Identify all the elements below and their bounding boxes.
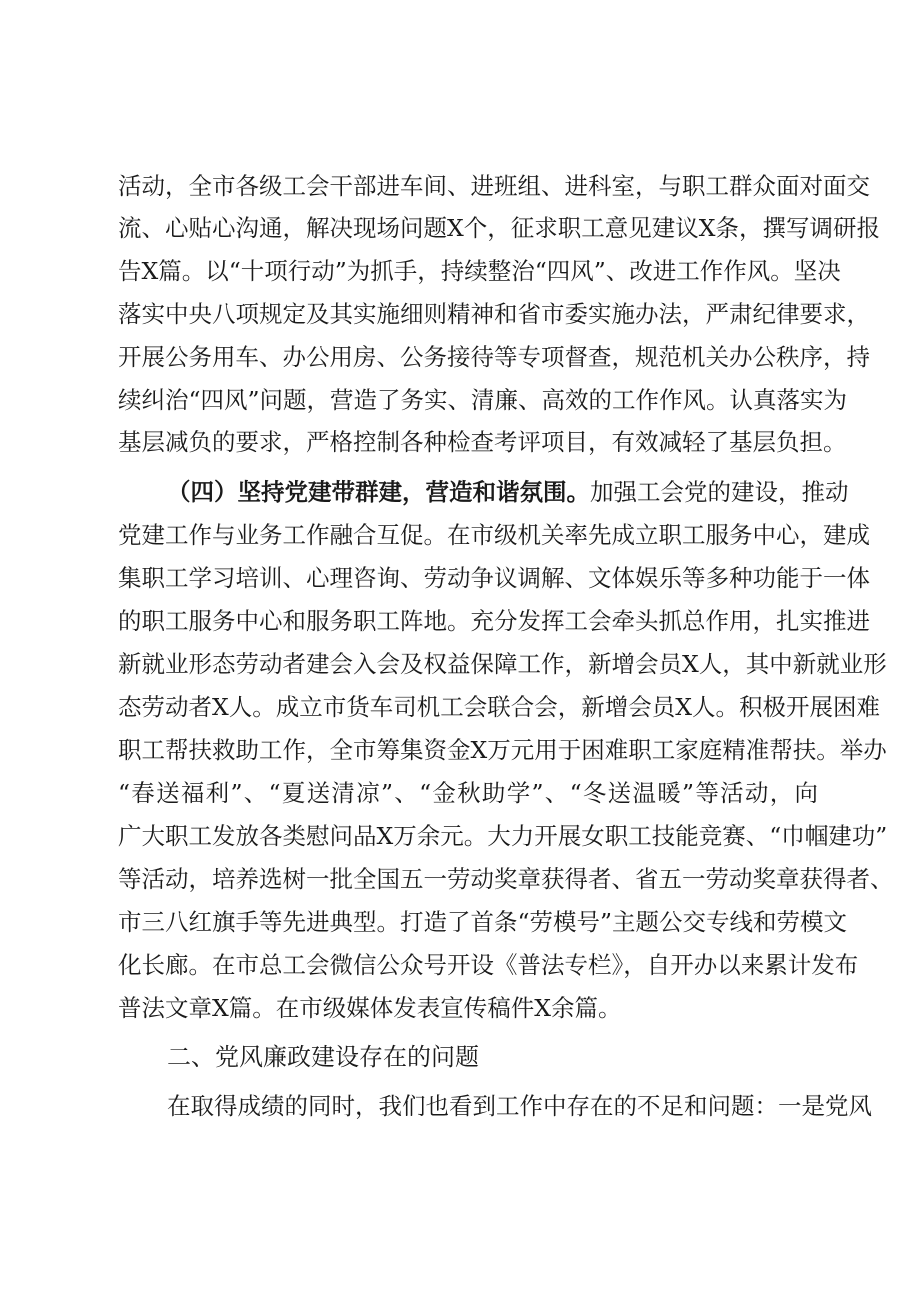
paragraph-2-line-3: 集职工学习培训、心理咨询、劳动争议调解、文体娱乐等多种功能于一体: [118, 564, 870, 592]
paragraph-2-line-4: 的职工服务中心和服务职工阵地。充分发挥工会牵头抓总作用，扎实推进: [118, 607, 870, 635]
paragraph-2-line-7: 职工帮扶救助工作，全市筹集资金X万元用于困难职工家庭精准帮扶。举办: [118, 736, 887, 764]
paragraph-1-line-1: 活动，全市各级工会干部进车间、进班组、进科室，与职工群众面对面交: [118, 172, 870, 200]
paragraph-3-line-1: 在取得成绩的同时，我们也看到工作中存在的不足和问题：一是党风: [167, 1092, 872, 1120]
paragraph-2-line-9: 广大职工发放各类慰问品X万余元。大力开展女职工技能竞赛、“巾帼建功”: [118, 822, 888, 850]
paragraph-2-line-12: 化长廊。在市总工会微信公众号开设《普法专栏》，自开办以来累计发布: [118, 951, 859, 979]
paragraph-1-line-7: 基层减负的要求，严格控制各种检查考评项目，有效减轻了基层负担。: [118, 428, 847, 456]
paragraph-2-line-11: 市三八红旗手等先进典型。打造了首条“劳模号”主题公交专线和劳模文: [118, 908, 848, 936]
paragraph-2-line-13: 普法文章X篇。在市级媒体发表宣传稿件X余篇。: [118, 994, 622, 1022]
paragraph-1-line-4: 落实中央八项规定及其实施细则精神和省市委实施办法，严肃纪律要求，: [118, 300, 870, 328]
section-heading: 二、党风廉政建设存在的问题: [167, 1043, 479, 1071]
paragraph-2-line-6: 态劳动者X人。成立市货车司机工会联合会，新增会员X人。积极开展困难: [118, 693, 880, 721]
paragraph-1-line-3: 告X篇。以“十项行动”为抓手，持续整治“四风”、改进工作作风。坚决: [118, 257, 841, 285]
paragraph-2-line-5: 新就业形态劳动者建会入会及权益保障工作，新增会员X人，其中新就业形: [118, 650, 887, 678]
paragraph-2-line-8: “春送福利”、“夏送清凉”、“金秋助学”、“冬送温暖”等活动，向: [118, 779, 818, 807]
paragraph-2-first-line-rest: 加强工会党的建设，推动: [590, 478, 849, 506]
paragraph-1-line-2: 流、心贴心沟通，解决现场问题X个，征求职工意见建议X条，撰写调研报: [118, 214, 880, 242]
paragraph-1-line-6: 续纠治“四风”问题，营造了务实、清廉、高效的工作作风。认真落实为: [118, 386, 848, 414]
paragraph-2-title: （四）坚持党建带群建，营造和谐氛围。: [167, 478, 590, 506]
paragraph-2-line-10: 等活动，培养选树一批全国五一劳动奖章获得者、省五一劳动奖章获得者、: [118, 865, 894, 893]
paragraph-2-line-1: [167, 477, 849, 507]
paragraph-1-line-5: 开展公务用车、办公用房、公务接待等专项督查，规范机关办公秩序，持: [118, 343, 870, 371]
paragraph-2-line-2: 党建工作与业务工作融合互促。在市级机关率先成立职工服务中心，建成: [118, 521, 870, 549]
